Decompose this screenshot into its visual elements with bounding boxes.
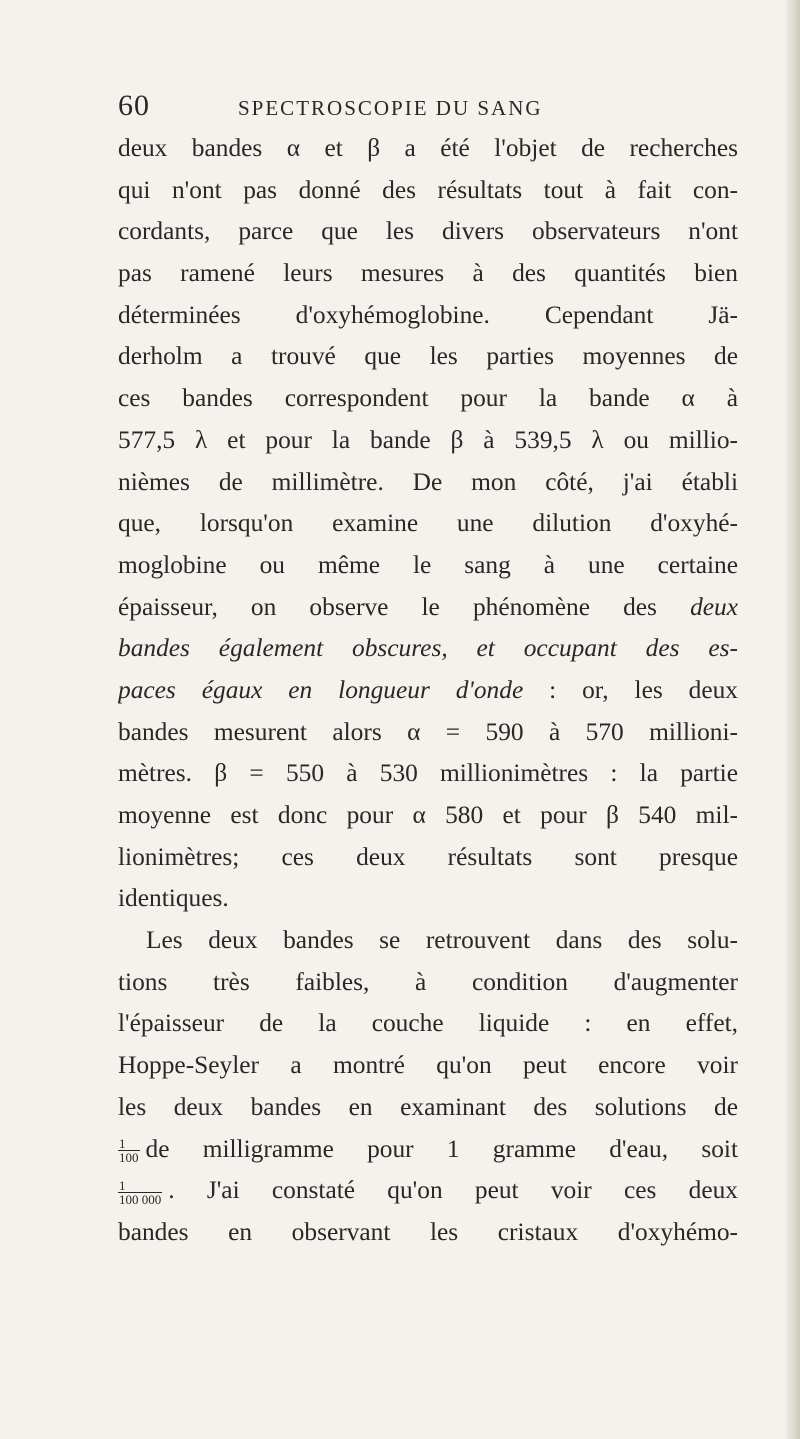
text-line-23: Hoppe-Seyler a montré qu'on peut encore voir [118,1051,738,1080]
text-line-26-roman: . J'ai constaté qu'on peut voir ces deux [168,1176,738,1205]
text-line-9: nièmes de millimètre. De mon côté, j'ai établi [118,467,738,496]
text-line-25 [118,1129,738,1171]
text-line-12-roman: épaisseur, on observe le phénomène des [118,592,691,621]
text-line-1: deux bandes α et β a été l'objet de recherches [118,134,738,162]
text-line-8: 577,5 λ et pour la bande β à 539,5 λ ou millio- [118,425,738,454]
italic-phrase-end: paces égaux en longueur d'onde [118,675,524,704]
text-line-18: lionimètres; ces deux résultats sont presque [118,842,738,871]
page-number: 60 [118,89,150,122]
text-line-3: cordants, parce que les divers observateurs n'ont [118,217,738,246]
text-line-13 [118,628,738,670]
text-line-10: que, lorsqu'on examine une dilution d'oxyhé- [118,509,738,538]
text-line-25-roman: de milligramme pour 1 gramme d'eau, soit [145,1134,738,1163]
text-line-12 [118,587,738,629]
text-line-14 [118,670,738,712]
text-line-24: les deux bandes en examinant des solutions de [118,1092,738,1121]
text-line-11: moglobine ou même le sang à une certaine [118,550,738,579]
fraction-numerator: 1 [118,1137,140,1151]
italic-phrase-start: deux [690,592,738,621]
text-line-5: déterminées d'oxyhémoglobine. Cependant Jä- [118,300,738,329]
text-line-17: moyenne est donc pour α 580 et pour β 540 mil- [118,801,738,829]
text-line-7: ces bandes correspondent pour la bande α à [118,384,738,413]
text-line-14-roman: : or, les deux [523,675,738,704]
text-line-27: bandes en observant les cristaux d'oxyhémo- [118,1217,738,1246]
text-line-21: tions très faibles, à condition d'augmenter [118,967,738,996]
fraction-denominator: 100 000 [119,1191,162,1207]
page-edge-shadow [786,0,800,1439]
running-title: SPECTROSCOPIE DU SANG [238,96,543,120]
fraction-numerator: 1 [118,1179,162,1193]
text-line-6: derholm a trouvé que les parties moyennes de [118,342,738,371]
text-line-26 [118,1170,738,1212]
text-line-20: Les deux bandes se retrouvent dans des solu- [146,926,738,955]
fraction-one-hundred-thousandth [118,1179,162,1206]
text-line-2: qui n'ont pas donné des résultats tout à fait con- [118,175,738,204]
text-line-19: identiques. [118,884,229,913]
text-line-15: bandes mesurent alors α = 590 à 570 millioni- [118,717,738,746]
body-text [118,128,738,1254]
text-line-4: pas ramené leurs mesures à des quantités bien [118,259,738,288]
page-header [118,84,738,134]
italic-phrase-middle: bandes également obscures, et occupant des es- [118,634,738,663]
text-line-16: mètres. β = 550 à 530 millionimètres : la partie [118,759,738,788]
text-line-22: l'épaisseur de la couche liquide : en effet, [118,1009,738,1038]
fraction-one-hundredth [118,1137,140,1164]
fraction-denominator: 100 [119,1150,139,1166]
